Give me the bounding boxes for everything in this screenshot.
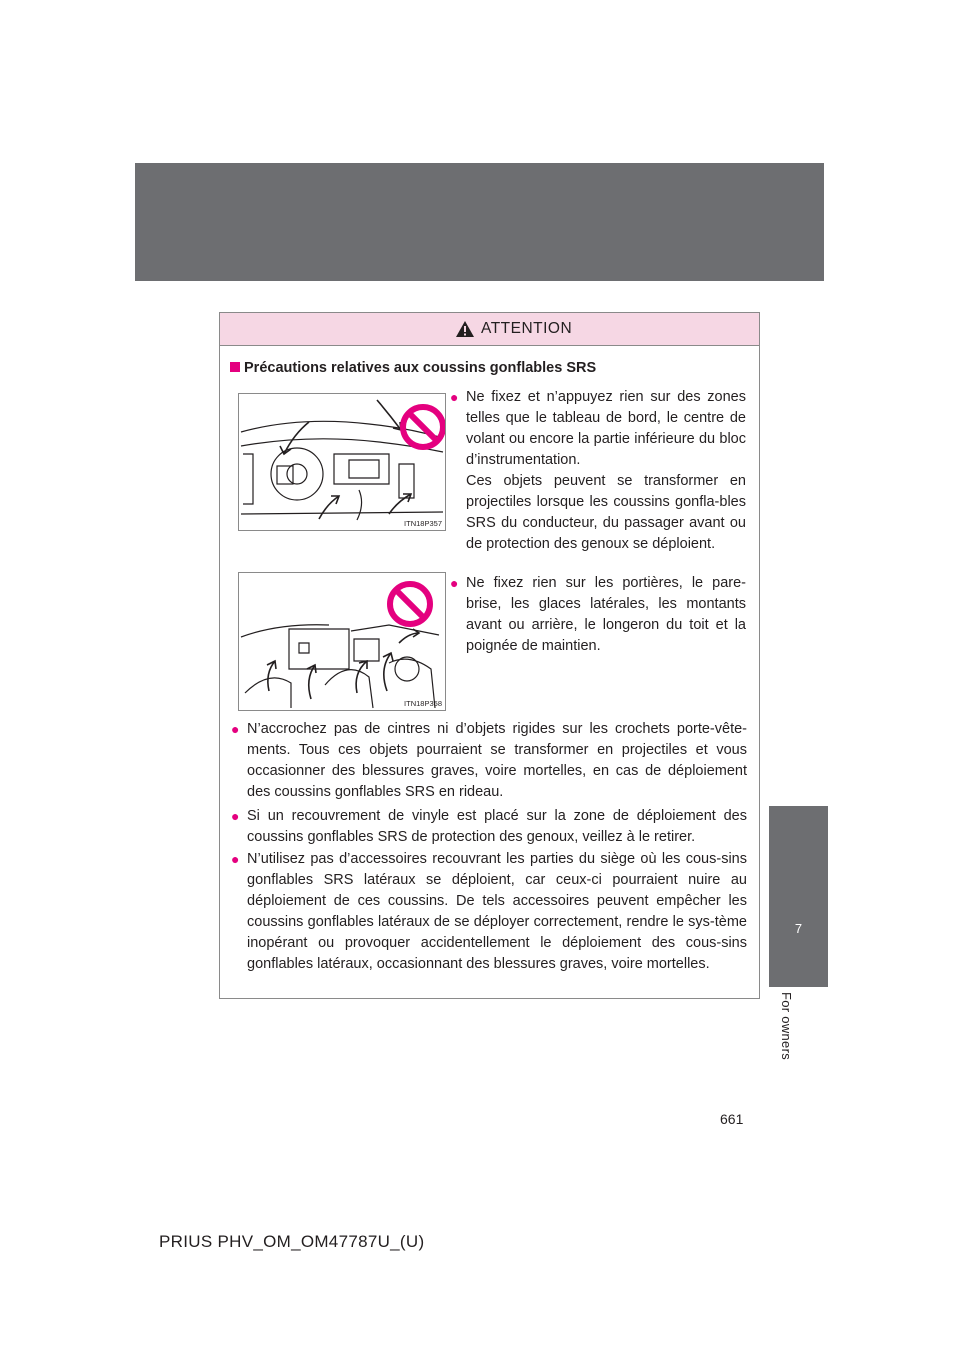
illustration-code: ITN18P357 xyxy=(404,519,442,528)
bullet-text: Si un recouvrement de vinyle est placé sur la zone de déploiement des coussins gonflables SRS de protection des genoux, veillez à le retirer. xyxy=(247,808,747,845)
caution-header xyxy=(220,313,759,346)
bullet-text-continued: Ces objets peuvent se transformer en projectiles lorsque les coussins gonfla-bles SRS du conducteur, du passager avant ou de protection des genoux se déploient. xyxy=(466,473,746,552)
prohibited-icon xyxy=(390,584,430,624)
bullet-item xyxy=(450,573,746,657)
bullet-text: Ne fixez et n’appuyez rien sur des zones telles que le tableau de bord, le centre de volant ou encore la partie inférieure du bloc d’instrumentation. xyxy=(466,389,746,468)
bullet-dot-icon: ● xyxy=(231,851,240,867)
caution-box xyxy=(219,312,760,999)
bullet-text: N’accrochez pas de cintres ni d’objets rigides sur les crochets porte-vête-ments. Tous ces objets pourraient se transformer en projectiles et vous occasionner des blessures graves, voire mortelles, en cas de déploiement des coussins gonflables SRS en rideau. xyxy=(247,721,747,800)
prohibited-icon xyxy=(403,407,443,447)
bullet-dot-icon: ● xyxy=(450,389,459,405)
section-title-text: Précautions relatives aux coussins gonflables SRS xyxy=(244,360,597,376)
chapter-tab[interactable] xyxy=(769,806,828,987)
bullet-item xyxy=(231,806,747,848)
chapter-label: For owners xyxy=(779,992,794,1061)
chapter-header-band xyxy=(135,163,824,281)
illustration-dashboard xyxy=(238,393,446,531)
chapter-number: 7 xyxy=(794,921,803,936)
dashboard-drawing xyxy=(239,394,445,530)
warning-triangle-icon xyxy=(455,320,475,338)
caution-title: ATTENTION xyxy=(481,320,573,337)
document-code: PRIUS PHV_OM_OM47787U_(U) xyxy=(159,1232,425,1251)
bullet-item xyxy=(231,719,747,803)
section-title xyxy=(230,360,596,376)
bullet-dot-icon: ● xyxy=(231,808,240,824)
page-number: 661 xyxy=(720,1111,744,1127)
bullet-text: N’utilisez pas d’accessoires recouvrant les parties du siège où les cous-sins gonflables SRS latéraux se déploient, car ceux-ci pourraient nuire au déploiement de ces coussins. De tels accessoires peuvent empêcher les coussins gonflables latéraux de se déployer correctement, rendre le sys-tème inopérant ou provoquer accidentellement le déploiement des cous-sins gonflables latéraux, occasionnant des blessures graves, voire mortelles. xyxy=(247,851,747,972)
interior-drawing xyxy=(239,573,445,710)
illustration-interior xyxy=(238,572,446,711)
illustration-code: ITN18P358 xyxy=(404,699,442,708)
section-square-icon xyxy=(230,362,240,372)
bullet-item xyxy=(231,849,747,975)
bullet-dot-icon: ● xyxy=(450,575,459,591)
bullet-text: Ne fixez rien sur les portières, le pare-brise, les glaces latérales, les montants avant ou arrière, le longeron du toit et la poignée de maintien. xyxy=(466,575,746,654)
bullet-item xyxy=(450,387,746,555)
bullet-dot-icon: ● xyxy=(231,721,240,737)
